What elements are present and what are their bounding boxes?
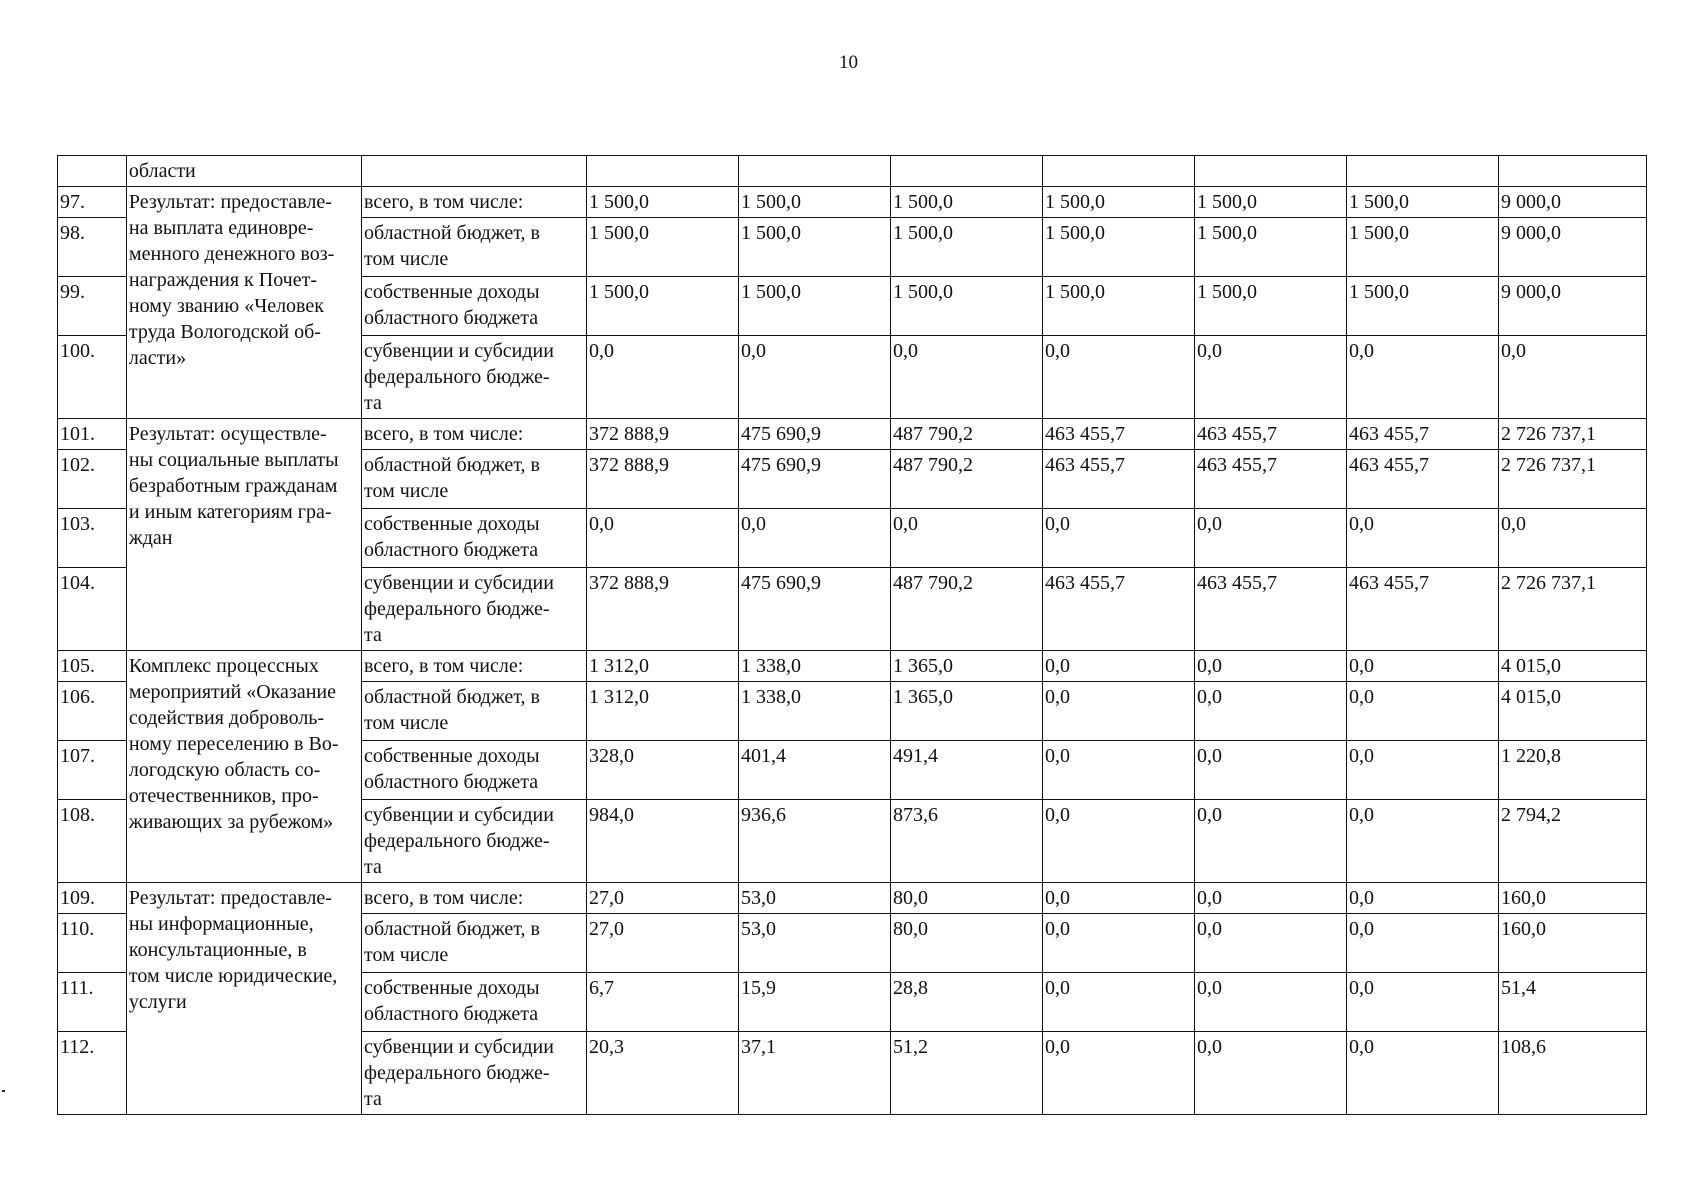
total-cell: 108,6 [1498, 1032, 1646, 1115]
value-cell: 27,0 [586, 883, 738, 914]
funding-source-line: областного бюджета [364, 1003, 539, 1025]
value-cell: 1 500,0 [738, 218, 890, 277]
value-cell: 0,0 [738, 336, 890, 419]
description-line: менного денежного воз- [128, 243, 335, 265]
value-cell: 1 500,0 [1346, 218, 1498, 277]
value-cell: 20,3 [586, 1032, 738, 1115]
value-cell: 0,0 [1042, 682, 1194, 741]
value-cell: 372 888,9 [586, 450, 738, 509]
value-cell: 0,0 [1194, 800, 1346, 883]
total-cell: 1 220,8 [1498, 741, 1646, 800]
value-cell: 0,0 [1042, 800, 1194, 883]
funding-source-cell [362, 450, 587, 509]
value-cell: 475 690,9 [738, 568, 890, 651]
value-cell: 1 500,0 [586, 187, 738, 218]
value-cell: 0,0 [1042, 336, 1194, 419]
funding-source-line: собственные доходы [364, 281, 540, 303]
row-number-cell: 107. [58, 741, 127, 800]
table-row [58, 187, 1647, 218]
funding-source-cell [362, 914, 587, 973]
funding-source-line: федерального бюдже- [364, 366, 550, 388]
funding-source-cell [362, 682, 587, 741]
budget-table-body [58, 156, 1647, 1115]
value-cell: 463 455,7 [1194, 568, 1346, 651]
value-cell: 463 455,7 [1346, 568, 1498, 651]
value-cell: 1 500,0 [586, 218, 738, 277]
row-number-cell: 100. [58, 336, 127, 419]
value-cell [1346, 156, 1498, 187]
value-cell: 0,0 [1346, 914, 1498, 973]
value-cell: 1 338,0 [738, 651, 890, 682]
funding-source-line: областной бюджет, в [364, 918, 540, 940]
total-cell: 160,0 [1498, 883, 1646, 914]
value-cell: 0,0 [1346, 509, 1498, 568]
value-cell: 463 455,7 [1346, 450, 1498, 509]
value-cell: 53,0 [738, 914, 890, 973]
description-cell [126, 883, 361, 1115]
funding-source-line: том числе [364, 248, 449, 270]
funding-source-cell [362, 883, 587, 914]
value-cell: 0,0 [1042, 741, 1194, 800]
value-cell: 0,0 [1346, 741, 1498, 800]
value-cell: 1 500,0 [586, 277, 738, 336]
value-cell: 372 888,9 [586, 568, 738, 651]
description-line: Результат: предоставле- [128, 887, 332, 909]
value-cell: 463 455,7 [1346, 419, 1498, 450]
value-cell: 0,0 [738, 509, 890, 568]
row-number-cell: 105. [58, 651, 127, 682]
total-cell: 51,4 [1498, 973, 1646, 1032]
table-row [58, 651, 1647, 682]
value-cell: 37,1 [738, 1032, 890, 1115]
total-cell [1498, 156, 1646, 187]
funding-source-line: областной бюджет, в [364, 686, 540, 708]
row-number-cell: 102. [58, 450, 127, 509]
total-cell: 4 015,0 [1498, 682, 1646, 741]
value-cell: 372 888,9 [586, 419, 738, 450]
value-cell [1042, 156, 1194, 187]
value-cell: 0,0 [1346, 883, 1498, 914]
description-line: Комплекс процессных [128, 655, 319, 677]
value-cell [738, 156, 890, 187]
value-cell: 463 455,7 [1194, 419, 1346, 450]
value-cell: 0,0 [1042, 1032, 1194, 1115]
value-cell [1194, 156, 1346, 187]
value-cell: 0,0 [1194, 336, 1346, 419]
value-cell: 0,0 [890, 509, 1042, 568]
funding-source-cell [362, 277, 587, 336]
total-cell: 160,0 [1498, 914, 1646, 973]
table-row-continuation [58, 156, 1647, 187]
value-cell [586, 156, 738, 187]
funding-source-line: федерального бюдже- [364, 1062, 550, 1084]
funding-source-line: областного бюджета [364, 539, 539, 561]
row-number-cell: 98. [58, 218, 127, 277]
value-cell: 463 455,7 [1042, 450, 1194, 509]
page-number: 10 [839, 52, 858, 73]
row-number-cell: 109. [58, 883, 127, 914]
row-number-cell: 106. [58, 682, 127, 741]
value-cell: 1 338,0 [738, 682, 890, 741]
row-number-cell: 108. [58, 800, 127, 883]
funding-source-line: собственные доходы [364, 513, 540, 535]
total-cell: 4 015,0 [1498, 651, 1646, 682]
row-number-cell: 112. [58, 1032, 127, 1115]
funding-source-line: та [364, 624, 382, 646]
value-cell: 1 500,0 [890, 218, 1042, 277]
funding-source-line: том числе [364, 944, 449, 966]
total-cell: 0,0 [1498, 509, 1646, 568]
funding-source-line: та [364, 392, 382, 414]
funding-source-cell [362, 218, 587, 277]
table-row [58, 419, 1647, 450]
row-number-cell [58, 156, 127, 187]
total-cell: 9 000,0 [1498, 218, 1646, 277]
description-cell [126, 419, 361, 651]
description-line: труда Вологодской об- [128, 321, 321, 343]
value-cell: 1 500,0 [1346, 187, 1498, 218]
value-cell: 0,0 [586, 509, 738, 568]
description-line: на выплата единовре- [128, 217, 314, 239]
funding-source-cell [362, 1032, 587, 1115]
description-line: отечественников, про- [128, 785, 319, 807]
funding-source-cell [362, 800, 587, 883]
description-line: живающих за рубежом» [128, 811, 334, 833]
value-cell: 1 365,0 [890, 651, 1042, 682]
value-cell: 6,7 [586, 973, 738, 1032]
description-line: ждан [128, 527, 173, 549]
value-cell: 475 690,9 [738, 450, 890, 509]
value-cell: 475 690,9 [738, 419, 890, 450]
funding-source-line: собственные доходы [364, 977, 540, 999]
funding-source-line: всего, в том числе: [364, 191, 524, 213]
value-cell: 328,0 [586, 741, 738, 800]
row-number-cell: 101. [58, 419, 127, 450]
value-cell: 0,0 [1346, 973, 1498, 1032]
value-cell [890, 156, 1042, 187]
description-line: Результат: предоставле- [128, 191, 332, 213]
value-cell: 51,2 [890, 1032, 1042, 1115]
funding-source-cell [362, 336, 587, 419]
value-cell: 0,0 [1194, 682, 1346, 741]
description-line: ному переселению в Во- [128, 733, 339, 755]
value-cell: 401,4 [738, 741, 890, 800]
funding-source-cell [362, 156, 587, 187]
description-cell [126, 187, 361, 419]
funding-source-line: том числе [364, 480, 449, 502]
value-cell: 27,0 [586, 914, 738, 973]
description-line: ласти» [128, 347, 187, 369]
description-cell [126, 651, 361, 883]
funding-source-cell [362, 651, 587, 682]
total-cell: 9 000,0 [1498, 277, 1646, 336]
description-cell: области [126, 156, 361, 187]
table-row [58, 883, 1647, 914]
description-line: ному званию «Человек [128, 295, 324, 317]
row-number-cell: 97. [58, 187, 127, 218]
value-cell: 936,6 [738, 800, 890, 883]
value-cell: 1 500,0 [890, 277, 1042, 336]
value-cell: 1 500,0 [738, 277, 890, 336]
description-line: награждения к Почет- [128, 269, 318, 291]
value-cell: 984,0 [586, 800, 738, 883]
description-line: безработным гражданам [128, 475, 338, 497]
value-cell: 15,9 [738, 973, 890, 1032]
value-cell: 487 790,2 [890, 419, 1042, 450]
value-cell: 28,8 [890, 973, 1042, 1032]
value-cell: 1 500,0 [1042, 187, 1194, 218]
value-cell: 0,0 [1346, 651, 1498, 682]
value-cell: 0,0 [1346, 682, 1498, 741]
funding-source-cell [362, 187, 587, 218]
value-cell: 463 455,7 [1194, 450, 1346, 509]
funding-source-cell [362, 509, 587, 568]
value-cell: 80,0 [890, 914, 1042, 973]
value-cell: 53,0 [738, 883, 890, 914]
funding-source-cell [362, 419, 587, 450]
value-cell: 0,0 [1194, 651, 1346, 682]
value-cell: 0,0 [1042, 914, 1194, 973]
funding-source-line: субвенции и субсидии [364, 340, 554, 362]
total-cell: 2 726 737,1 [1498, 568, 1646, 651]
funding-source-line: собственные доходы [364, 745, 540, 767]
value-cell: 0,0 [1042, 973, 1194, 1032]
funding-source-line: всего, в том числе: [364, 887, 524, 909]
value-cell: 0,0 [1194, 741, 1346, 800]
value-cell: 1 500,0 [1346, 277, 1498, 336]
value-cell: 0,0 [1346, 336, 1498, 419]
funding-source-line: субвенции и субсидии [364, 804, 554, 826]
value-cell: 0,0 [1194, 883, 1346, 914]
total-cell: 2 794,2 [1498, 800, 1646, 883]
total-cell: 2 726 737,1 [1498, 450, 1646, 509]
description-line: и иным категориям гра- [128, 501, 332, 523]
row-number-cell: 104. [58, 568, 127, 651]
value-cell: 463 455,7 [1042, 419, 1194, 450]
funding-source-line: всего, в том числе: [364, 655, 524, 677]
funding-source-line: та [364, 856, 382, 878]
description-line: ны информационные, [128, 913, 314, 935]
description-line: услуги [128, 991, 187, 1013]
value-cell: 1 500,0 [738, 187, 890, 218]
funding-source-line: та [364, 1088, 382, 1110]
funding-source-line: областного бюджета [364, 771, 539, 793]
value-cell: 463 455,7 [1042, 568, 1194, 651]
value-cell: 0,0 [586, 336, 738, 419]
funding-source-line: субвенции и субсидии [364, 572, 554, 594]
funding-source-line: федерального бюдже- [364, 598, 550, 620]
total-cell: 9 000,0 [1498, 187, 1646, 218]
row-number-cell: 103. [58, 509, 127, 568]
value-cell: 0,0 [1194, 914, 1346, 973]
value-cell: 0,0 [1042, 883, 1194, 914]
funding-source-cell [362, 741, 587, 800]
description-line: консультационные, в [128, 939, 307, 961]
value-cell: 1 500,0 [890, 187, 1042, 218]
funding-source-line: областной бюджет, в [364, 454, 540, 476]
value-cell: 873,6 [890, 800, 1042, 883]
description-line: ны социальные выплаты [128, 449, 339, 471]
description-line: логодскую область со- [128, 759, 321, 781]
row-number-cell: 110. [58, 914, 127, 973]
value-cell: 1 365,0 [890, 682, 1042, 741]
value-cell: 0,0 [1194, 973, 1346, 1032]
value-cell: 487 790,2 [890, 568, 1042, 651]
value-cell: 1 312,0 [586, 651, 738, 682]
description-line: содействия доброволь- [128, 707, 325, 729]
value-cell: 0,0 [1042, 651, 1194, 682]
funding-source-cell [362, 973, 587, 1032]
budget-table [57, 155, 1647, 1115]
funding-source-line: субвенции и субсидии [364, 1036, 554, 1058]
description-line: том числе юридические, [128, 965, 338, 987]
total-cell: 0,0 [1498, 336, 1646, 419]
funding-source-line: областной бюджет, в [364, 222, 540, 244]
value-cell: 1 500,0 [1042, 277, 1194, 336]
value-cell: 80,0 [890, 883, 1042, 914]
margin-mark [2, 1090, 5, 1092]
value-cell: 1 500,0 [1194, 218, 1346, 277]
value-cell: 0,0 [1194, 1032, 1346, 1115]
funding-source-cell [362, 568, 587, 651]
value-cell: 1 500,0 [1194, 187, 1346, 218]
row-number-cell: 111. [58, 973, 127, 1032]
funding-source-line: том числе [364, 712, 449, 734]
row-number-cell: 99. [58, 277, 127, 336]
funding-source-line: федерального бюдже- [364, 830, 550, 852]
description-line: Результат: осуществле- [128, 423, 327, 445]
total-cell: 2 726 737,1 [1498, 419, 1646, 450]
value-cell: 487 790,2 [890, 450, 1042, 509]
funding-source-line: всего, в том числе: [364, 423, 524, 445]
value-cell: 1 312,0 [586, 682, 738, 741]
value-cell: 0,0 [1346, 800, 1498, 883]
value-cell: 0,0 [890, 336, 1042, 419]
value-cell: 491,4 [890, 741, 1042, 800]
value-cell: 1 500,0 [1042, 218, 1194, 277]
value-cell: 0,0 [1194, 509, 1346, 568]
funding-source-line: областного бюджета [364, 307, 539, 329]
value-cell: 1 500,0 [1194, 277, 1346, 336]
value-cell: 0,0 [1346, 1032, 1498, 1115]
value-cell: 0,0 [1042, 509, 1194, 568]
description-line: мероприятий «Оказание [128, 681, 336, 703]
